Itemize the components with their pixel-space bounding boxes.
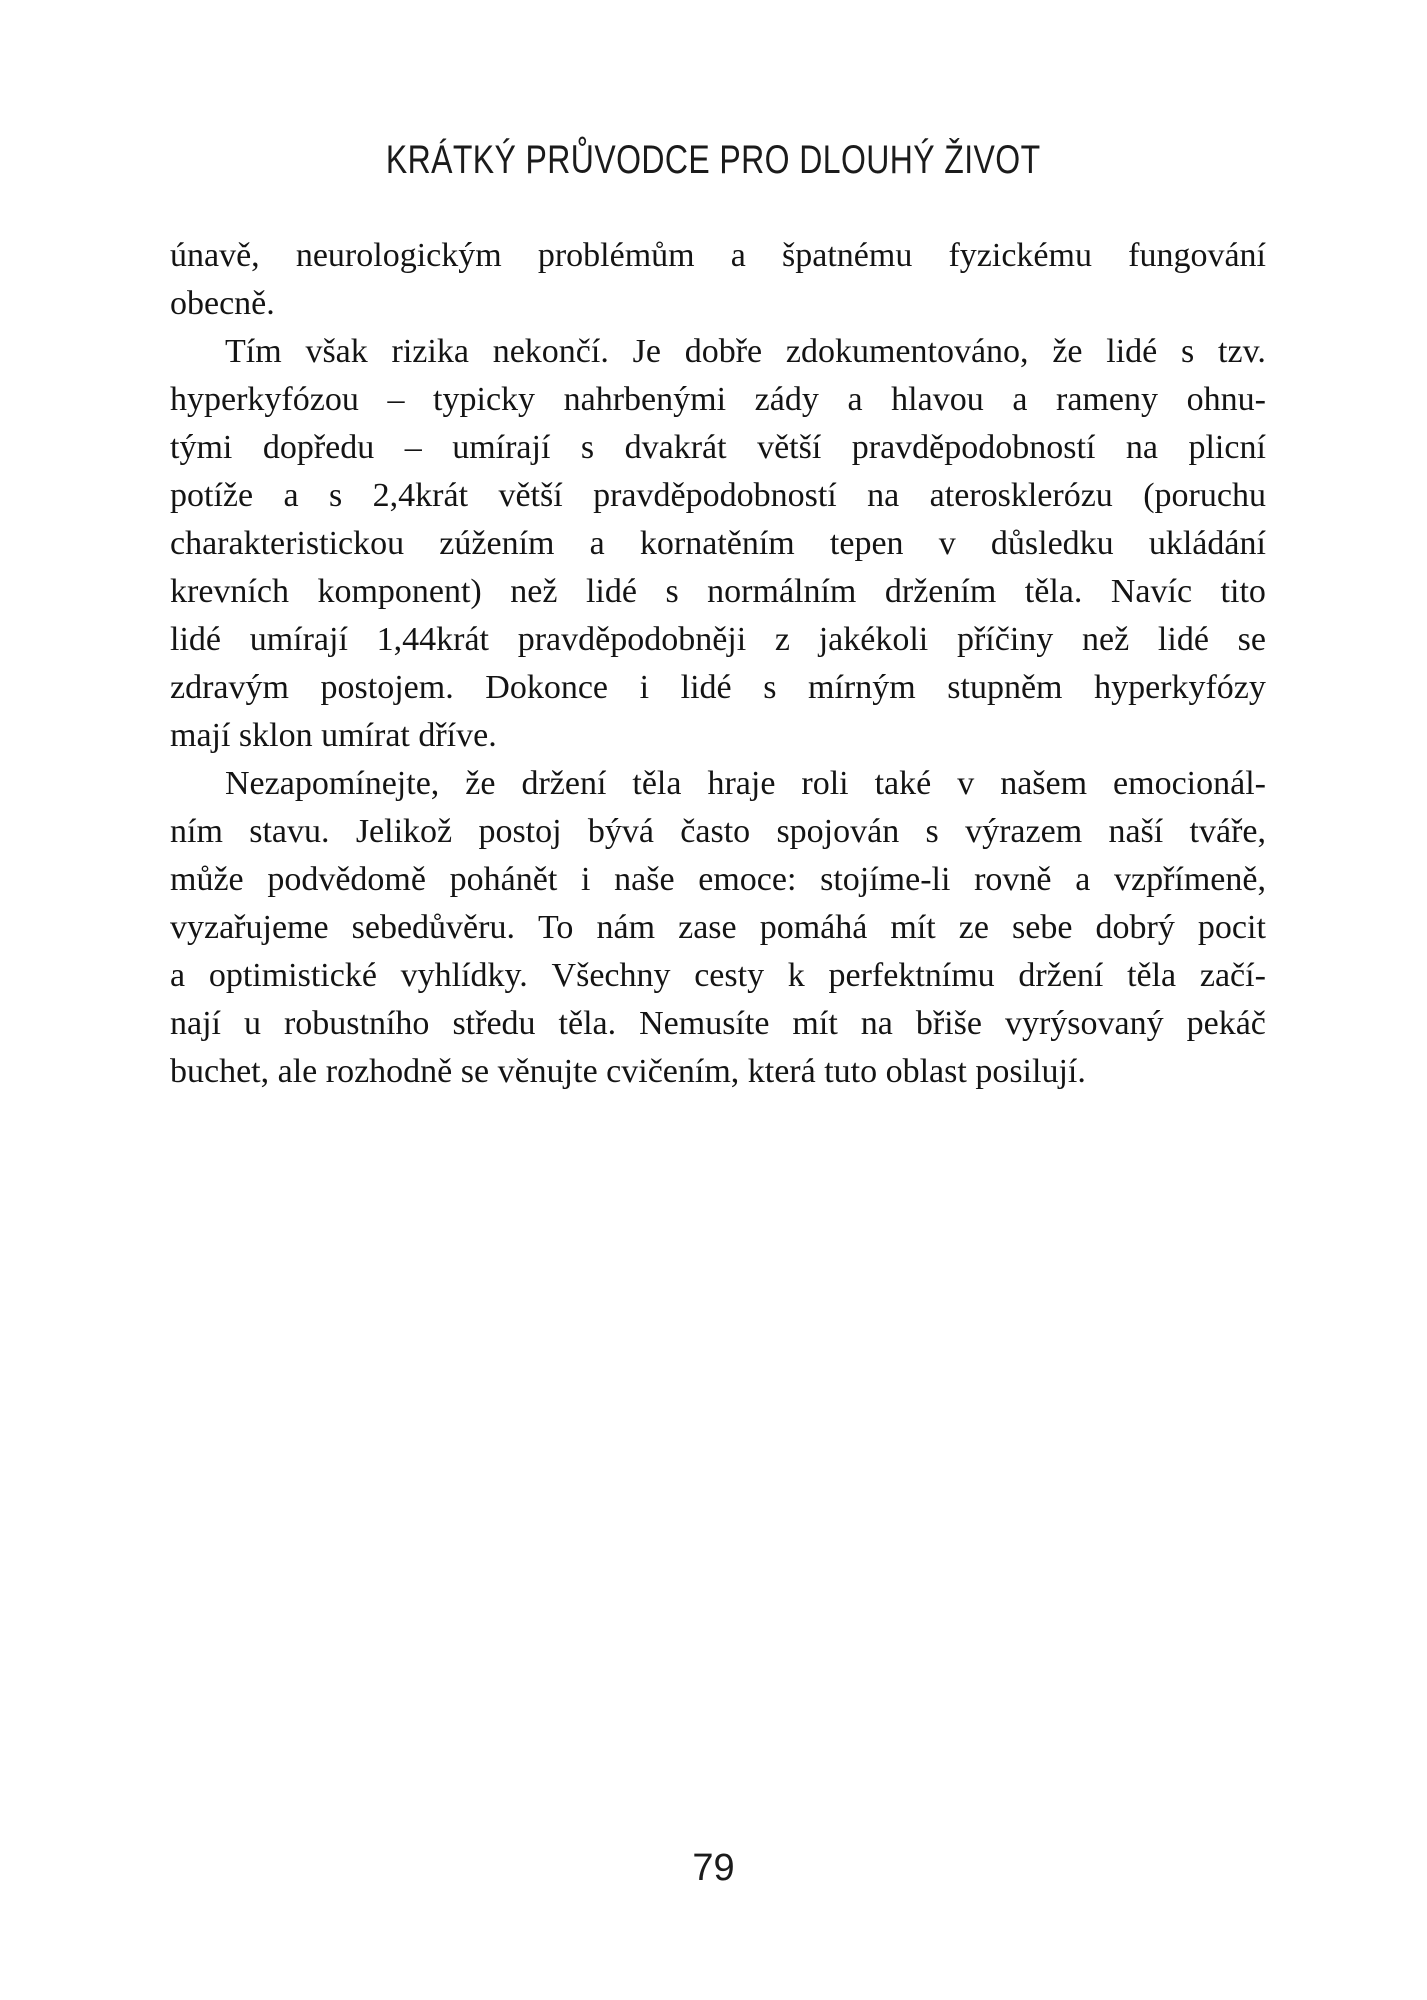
text-line: krevních komponent) než lidé s normálním držením těla. Navíc tito — [170, 573, 1266, 610]
text-line: tými dopředu – umírají s dvakrát větší pravděpodobností na plicní — [170, 429, 1266, 466]
text-line: potíže a s 2,4krát větší pravděpodobností na aterosklerózu (poruchu — [170, 477, 1266, 514]
paragraph-3 — [170, 760, 1266, 1096]
body-text — [170, 232, 1266, 1096]
text-line: zdravým postojem. Dokonce i lidé s mírným stupněm hyperkyfózy — [170, 669, 1266, 706]
text-line: Tím však rizika nekončí. Je dobře zdokumentováno, že lidé s tzv. — [225, 333, 1266, 370]
text-line: vyzařujeme sebedůvěru. To nám zase pomáhá mít ze sebe dobrý pocit — [170, 909, 1266, 946]
text-line: lidé umírají 1,44krát pravděpodobněji z jakékoli příčiny než lidé se — [170, 621, 1266, 658]
text-line: ním stavu. Jelikož postoj bývá často spojován s výrazem naší tváře, — [170, 813, 1266, 850]
page-number: 79 — [692, 1847, 735, 1889]
text-line: únavě, neurologickým problémům a špatnému fyzickému fungování — [170, 237, 1266, 274]
text-line: charakteristickou zúžením a kornatěním tepen v důsledku ukládání — [170, 525, 1266, 562]
text-line: mají sklon umírat dříve. — [170, 717, 497, 754]
text-line: Nezapomínejte, že držení těla hraje roli také v našem emocionál- — [225, 765, 1266, 802]
text-line: obecně. — [170, 285, 275, 322]
text-line: hyperkyfózou – typicky nahrbenými zády a hlavou a rameny ohnu- — [170, 381, 1266, 418]
text-line: a optimistické vyhlídky. Všechny cesty k perfektnímu držení těla začí- — [170, 957, 1266, 994]
running-header-text: KRÁTKÝ PRŮVODCE PRO DLOUHÝ ŽIVOT — [386, 138, 1041, 182]
text-line: může podvědomě pohánět i naše emoce: stojíme-li rovně a vzpřímeně, — [170, 861, 1266, 898]
running-header — [0, 138, 1427, 182]
text-line: buchet, ale rozhodně se věnujte cvičením, která tuto oblast posilují. — [170, 1053, 1086, 1090]
text-line: nají u robustního středu těla. Nemusíte mít na břiše vyrýsovaný pekáč — [170, 1005, 1266, 1042]
paragraph-1 — [170, 232, 1266, 328]
paragraph-2 — [170, 328, 1266, 760]
